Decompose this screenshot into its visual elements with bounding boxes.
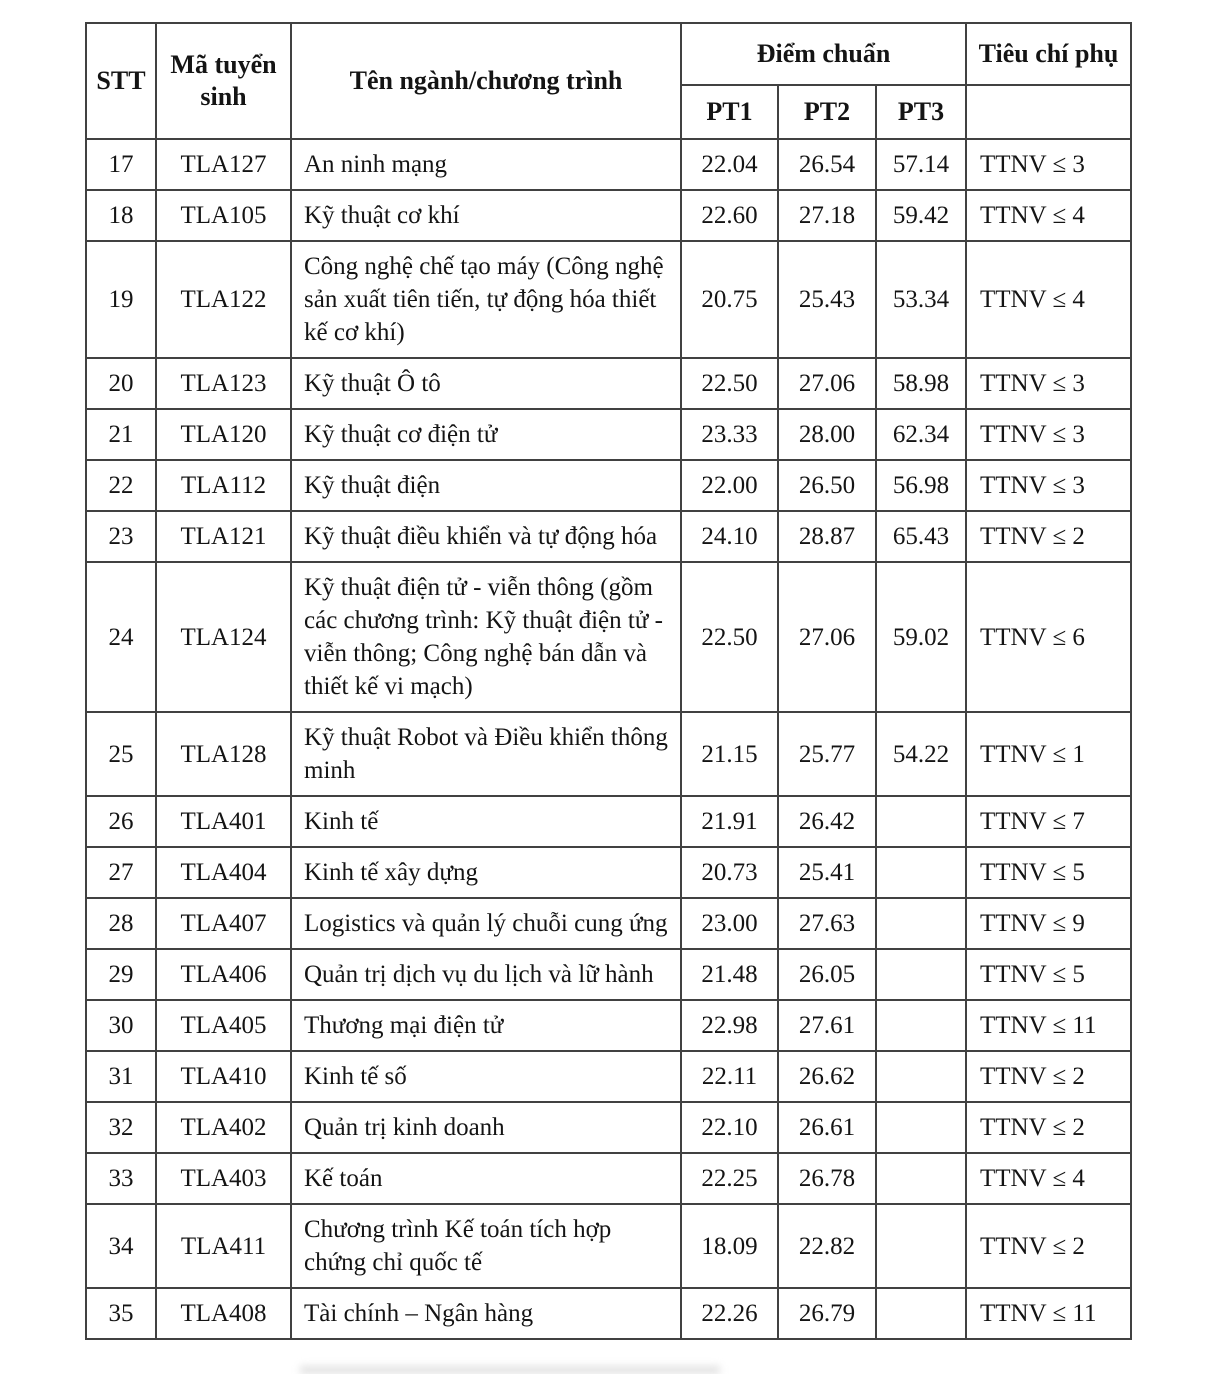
cell-code: TLA105 xyxy=(156,190,291,241)
cell-pt1: 22.10 xyxy=(681,1102,778,1153)
cell-secondary-criterion: TTNV ≤ 3 xyxy=(966,409,1131,460)
cell-pt3: 58.98 xyxy=(876,358,966,409)
table-row xyxy=(86,1204,1131,1288)
cell-secondary-criterion: TTNV ≤ 2 xyxy=(966,1102,1131,1153)
cell-secondary-criterion: TTNV ≤ 1 xyxy=(966,712,1131,796)
table-row xyxy=(86,796,1131,847)
cell-secondary-criterion: TTNV ≤ 9 xyxy=(966,898,1131,949)
table-row xyxy=(86,460,1131,511)
cell-pt1: 22.11 xyxy=(681,1051,778,1102)
cell-stt: 20 xyxy=(86,358,156,409)
cell-stt: 27 xyxy=(86,847,156,898)
cell-pt3 xyxy=(876,847,966,898)
cell-stt: 29 xyxy=(86,949,156,1000)
cell-pt3: 62.34 xyxy=(876,409,966,460)
cell-pt2: 26.61 xyxy=(778,1102,876,1153)
cell-program-name: Kỹ thuật điện tử - viễn thông (gồm các chương trình: Kỹ thuật điện tử - viễn thông; Công nghệ bán dẫn và thiết kế vi mạch) xyxy=(291,562,681,712)
header-pt3: PT3 xyxy=(876,85,966,139)
cell-program-name: Kỹ thuật điện xyxy=(291,460,681,511)
cell-code: TLA410 xyxy=(156,1051,291,1102)
cell-stt: 19 xyxy=(86,241,156,358)
table-row xyxy=(86,241,1131,358)
cell-pt3: 53.34 xyxy=(876,241,966,358)
cell-pt3 xyxy=(876,1204,966,1288)
cell-pt2: 25.77 xyxy=(778,712,876,796)
cell-code: TLA121 xyxy=(156,511,291,562)
cell-pt2: 28.00 xyxy=(778,409,876,460)
header-ten-nganh: Tên ngành/chương trình xyxy=(291,23,681,139)
cell-pt3: 54.22 xyxy=(876,712,966,796)
cell-pt1: 22.98 xyxy=(681,1000,778,1051)
cell-secondary-criterion: TTNV ≤ 4 xyxy=(966,190,1131,241)
cell-pt3 xyxy=(876,949,966,1000)
cell-code: TLA411 xyxy=(156,1204,291,1288)
cell-pt3: 59.02 xyxy=(876,562,966,712)
cell-pt1: 21.48 xyxy=(681,949,778,1000)
cell-program-name: Kinh tế xây dựng xyxy=(291,847,681,898)
cell-pt1: 22.04 xyxy=(681,139,778,190)
cell-pt1: 23.33 xyxy=(681,409,778,460)
table-row xyxy=(86,358,1131,409)
cell-pt2: 26.42 xyxy=(778,796,876,847)
cell-secondary-criterion: TTNV ≤ 2 xyxy=(966,1204,1131,1288)
table-row xyxy=(86,190,1131,241)
cell-secondary-criterion: TTNV ≤ 5 xyxy=(966,847,1131,898)
cell-code: TLA408 xyxy=(156,1288,291,1339)
cell-pt2: 26.62 xyxy=(778,1051,876,1102)
cell-program-name: Công nghệ chế tạo máy (Công nghệ sản xuất tiên tiến, tự động hóa thiết kế cơ khí) xyxy=(291,241,681,358)
cell-code: TLA404 xyxy=(156,847,291,898)
cell-secondary-criterion: TTNV ≤ 6 xyxy=(966,562,1131,712)
cell-pt2: 25.41 xyxy=(778,847,876,898)
cell-stt: 22 xyxy=(86,460,156,511)
cell-pt3: 56.98 xyxy=(876,460,966,511)
cell-code: TLA407 xyxy=(156,898,291,949)
cell-secondary-criterion: TTNV ≤ 3 xyxy=(966,139,1131,190)
cell-code: TLA124 xyxy=(156,562,291,712)
cell-pt2: 26.54 xyxy=(778,139,876,190)
cell-pt2: 27.63 xyxy=(778,898,876,949)
cell-code: TLA403 xyxy=(156,1153,291,1204)
cell-pt3: 57.14 xyxy=(876,139,966,190)
cell-stt: 33 xyxy=(86,1153,156,1204)
cell-stt: 28 xyxy=(86,898,156,949)
header-tieu-chi-phu-empty xyxy=(966,85,1131,139)
cell-secondary-criterion: TTNV ≤ 3 xyxy=(966,358,1131,409)
table-row xyxy=(86,511,1131,562)
cell-pt3 xyxy=(876,1051,966,1102)
cell-pt3: 65.43 xyxy=(876,511,966,562)
table-row xyxy=(86,949,1131,1000)
cell-secondary-criterion: TTNV ≤ 2 xyxy=(966,511,1131,562)
cell-stt: 32 xyxy=(86,1102,156,1153)
cell-secondary-criterion: TTNV ≤ 3 xyxy=(966,460,1131,511)
cell-pt3 xyxy=(876,1000,966,1051)
cell-secondary-criterion: TTNV ≤ 5 xyxy=(966,949,1131,1000)
cell-program-name: Kế toán xyxy=(291,1153,681,1204)
cell-pt2: 26.79 xyxy=(778,1288,876,1339)
table-row xyxy=(86,847,1131,898)
cell-pt1: 22.50 xyxy=(681,358,778,409)
cell-pt3 xyxy=(876,1153,966,1204)
cell-program-name: Logistics và quản lý chuỗi cung ứng xyxy=(291,898,681,949)
cell-pt1: 23.00 xyxy=(681,898,778,949)
cell-program-name: Thương mại điện tử xyxy=(291,1000,681,1051)
cell-pt2: 26.50 xyxy=(778,460,876,511)
cell-code: TLA401 xyxy=(156,796,291,847)
cell-code: TLA405 xyxy=(156,1000,291,1051)
table-row xyxy=(86,1000,1131,1051)
table-row xyxy=(86,409,1131,460)
cell-pt1: 18.09 xyxy=(681,1204,778,1288)
cell-pt2: 27.06 xyxy=(778,562,876,712)
cell-pt1: 20.75 xyxy=(681,241,778,358)
cell-pt1: 22.25 xyxy=(681,1153,778,1204)
admission-scores-table xyxy=(85,22,1132,1340)
cell-secondary-criterion: TTNV ≤ 2 xyxy=(966,1051,1131,1102)
cell-stt: 21 xyxy=(86,409,156,460)
cell-pt3 xyxy=(876,898,966,949)
cell-program-name: Chương trình Kế toán tích hợp chứng chỉ quốc tế xyxy=(291,1204,681,1288)
cell-program-name: Kỹ thuật cơ khí xyxy=(291,190,681,241)
table-row xyxy=(86,1153,1131,1204)
header-pt1: PT1 xyxy=(681,85,778,139)
cell-secondary-criterion: TTNV ≤ 11 xyxy=(966,1000,1131,1051)
table-header xyxy=(86,23,1131,139)
cell-stt: 35 xyxy=(86,1288,156,1339)
cell-pt2: 26.05 xyxy=(778,949,876,1000)
cell-stt: 30 xyxy=(86,1000,156,1051)
table-row xyxy=(86,898,1131,949)
cell-pt1: 21.15 xyxy=(681,712,778,796)
cell-program-name: Quản trị kinh doanh xyxy=(291,1102,681,1153)
cell-secondary-criterion: TTNV ≤ 4 xyxy=(966,1153,1131,1204)
header-pt2: PT2 xyxy=(778,85,876,139)
cell-pt1: 21.91 xyxy=(681,796,778,847)
cell-stt: 18 xyxy=(86,190,156,241)
cell-pt2: 27.06 xyxy=(778,358,876,409)
cell-secondary-criterion: TTNV ≤ 7 xyxy=(966,796,1131,847)
cell-code: TLA127 xyxy=(156,139,291,190)
cell-secondary-criterion: TTNV ≤ 11 xyxy=(966,1288,1131,1339)
table-row xyxy=(86,139,1131,190)
cell-pt2: 22.82 xyxy=(778,1204,876,1288)
table-row xyxy=(86,1051,1131,1102)
cell-code: TLA120 xyxy=(156,409,291,460)
cell-pt1: 22.00 xyxy=(681,460,778,511)
cell-pt2: 28.87 xyxy=(778,511,876,562)
cell-stt: 23 xyxy=(86,511,156,562)
cell-stt: 26 xyxy=(86,796,156,847)
cell-pt2: 25.43 xyxy=(778,241,876,358)
cell-code: TLA123 xyxy=(156,358,291,409)
cell-secondary-criterion: TTNV ≤ 4 xyxy=(966,241,1131,358)
cell-pt3: 59.42 xyxy=(876,190,966,241)
cell-program-name: Kinh tế xyxy=(291,796,681,847)
cell-pt3 xyxy=(876,1288,966,1339)
cell-pt1: 22.26 xyxy=(681,1288,778,1339)
cell-pt2: 27.61 xyxy=(778,1000,876,1051)
header-tieu-chi-phu: Tiêu chí phụ xyxy=(966,23,1131,85)
cell-code: TLA406 xyxy=(156,949,291,1000)
cell-program-name: Quản trị dịch vụ du lịch và lữ hành xyxy=(291,949,681,1000)
cell-pt1: 20.73 xyxy=(681,847,778,898)
cell-code: TLA122 xyxy=(156,241,291,358)
cell-pt1: 24.10 xyxy=(681,511,778,562)
cell-program-name: Kỹ thuật điều khiển và tự động hóa xyxy=(291,511,681,562)
cell-code: TLA128 xyxy=(156,712,291,796)
cell-stt: 17 xyxy=(86,139,156,190)
scan-artifact xyxy=(300,1366,720,1374)
cell-stt: 31 xyxy=(86,1051,156,1102)
cell-stt: 24 xyxy=(86,562,156,712)
table-body xyxy=(86,139,1131,1339)
cell-pt2: 27.18 xyxy=(778,190,876,241)
cell-program-name: Kỹ thuật Robot và Điều khiển thông minh xyxy=(291,712,681,796)
cell-stt: 25 xyxy=(86,712,156,796)
table-row xyxy=(86,712,1131,796)
cell-program-name: Kỹ thuật cơ điện tử xyxy=(291,409,681,460)
table-row xyxy=(86,1288,1131,1339)
cell-program-name: Kỹ thuật Ô tô xyxy=(291,358,681,409)
cell-pt2: 26.78 xyxy=(778,1153,876,1204)
table-row xyxy=(86,1102,1131,1153)
cell-code: TLA112 xyxy=(156,460,291,511)
cell-code: TLA402 xyxy=(156,1102,291,1153)
header-ma-tuyen-sinh: Mã tuyển sinh xyxy=(156,23,291,139)
cell-program-name: An ninh mạng xyxy=(291,139,681,190)
cell-pt3 xyxy=(876,1102,966,1153)
cell-program-name: Tài chính – Ngân hàng xyxy=(291,1288,681,1339)
cell-pt3 xyxy=(876,796,966,847)
cell-pt1: 22.50 xyxy=(681,562,778,712)
header-stt: STT xyxy=(86,23,156,139)
table-row xyxy=(86,562,1131,712)
cell-pt1: 22.60 xyxy=(681,190,778,241)
cell-program-name: Kinh tế số xyxy=(291,1051,681,1102)
cell-stt: 34 xyxy=(86,1204,156,1288)
header-diem-chuan: Điểm chuẩn xyxy=(681,23,966,85)
